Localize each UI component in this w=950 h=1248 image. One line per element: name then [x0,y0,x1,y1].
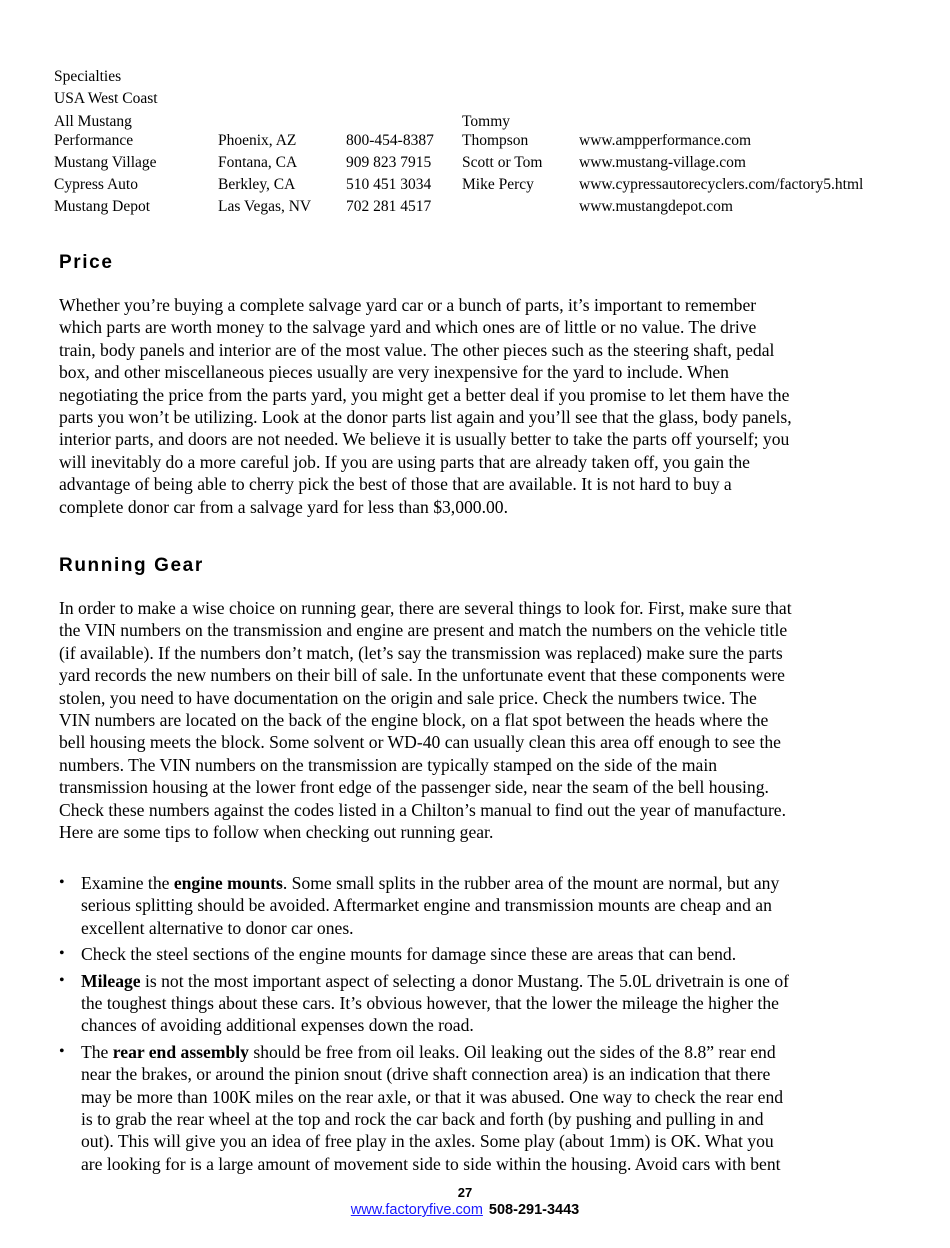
list-item [59,943,889,965]
supplier-row [54,152,746,174]
list-item [59,970,889,1037]
text-line: negotiating the price from the parts yard, you might get a better deal if you promise to let them have the [59,384,790,405]
text-line: box, and other miscellaneous pieces usually are very inexpensive for the yard to include. When [59,362,729,383]
text-line: stolen, you need to have documentation on the origin and sale price. Check the numbers twice. The [59,687,757,708]
supplier-name-line2: Performance [54,132,134,149]
supplier-location: Fontana, CA [218,154,298,171]
supplier-website: www.mustang-village.com [579,154,746,171]
text-line: will inevitably do a more careful job. If you are using parts that are already taken off, you gain the [59,451,750,472]
text-line: which parts are worth money to the salvage yard and which ones are of little or no value. The drive [59,317,757,338]
text-line: In order to make a wise choice on running gear, there are several things to look for. First, make sure that [59,598,792,618]
text-line: train, body panels and interior are of the most value. The other pieces such as the steering shaft, pedal [59,339,775,360]
text-line: yard records the new numbers on their bill of sale. In the unfortunate event that these components were [59,665,785,686]
supplier-name: Mustang Depot [54,198,151,215]
supplier-table [54,66,864,218]
supplier-location: Berkley, CA [218,176,296,193]
text-line: Whether you’re buying a complete salvage yard car or a bunch of parts, it’s important to remember [59,295,757,315]
supplier-name: Mustang Village [54,154,157,171]
text-line: advantage of being able to cherry pick the best of those that are available. It is not hard to buy a [59,474,732,495]
text-line: Check the steel sections of the engine mounts for damage since these are areas that can bend. [81,944,737,965]
supplier-name-line1: All Mustang [54,113,132,130]
text-line: chances of avoiding additional expenses down the road. [81,1015,474,1036]
supplier-row [54,111,752,152]
text-line: parts you won’t be utilizing. Look at the donor parts list again and you’ll see that the glass, body panels, [59,407,792,428]
text-line: may be more than 100K miles on the rear axle, or that it was abused. One way to check the rear end [81,1086,784,1107]
text-line: are looking for is a large amount of movement side to side within the housing. Avoid cars with bent [81,1153,781,1174]
text-line: out). This will give you an idea of free play in the axles. Some play (about 1mm) is OK. What you [81,1131,774,1152]
text-line: (if available). If the numbers don’t match, (let’s say the transmission was replaced) make sure the parts [59,642,783,663]
supplier-contact-line2: Thompson [462,132,529,149]
text-line: the toughest things about these cars. It’s obvious however, that the lower the mileage the higher the [81,993,779,1014]
bullet-icon: • [59,1042,65,1060]
text-line: Mileage is not the most important aspect of selecting a donor Mustang. The 5.0L drivetrain is one of [81,970,789,991]
text-line: complete donor car from a salvage yard for less than $3,000.00. [59,496,508,517]
running-gear-heading: Running Gear [59,555,204,576]
price-paragraph [59,294,889,518]
list-item [59,1041,889,1175]
supplier-phone: 909 823 7915 [346,154,432,171]
page-footer [0,1202,930,1218]
bullet-icon: • [59,945,65,963]
text-line: Examine the engine mounts. Some small splits in the rubber area of the mount are normal, but any [81,873,780,893]
emphasis: rear end assembly [112,1041,249,1062]
supplier-contact: Scott or Tom [462,154,543,171]
supplier-row [54,174,864,196]
supplier-contact [462,113,529,152]
running-gear-paragraph [59,597,889,843]
supplier-contact-line1: Tommy [462,113,510,130]
text-line: is to grab the rear wheel at the top and rock the car back and forth (by pushing and pulling in and [81,1109,764,1130]
text-line: excellent alternative to donor car ones. [81,917,354,938]
price-heading: Price [59,252,114,273]
supplier-contact: Mike Percy [462,176,534,193]
supplier-website: www.cypressautorecyclers.com/factory5.html [579,176,864,193]
supplier-phone: 702 281 4517 [346,198,432,215]
supplier-location: Phoenix, AZ [218,132,297,149]
supplier-pre-line: Specialties [54,68,122,85]
supplier-location: Las Vegas, NV [218,198,312,215]
page-number: 27 [457,1185,473,1200]
list-item [59,872,889,939]
supplier-row [54,196,733,218]
supplier-website: www.ampperformance.com [579,132,752,149]
text-line: serious splitting should be avoided. Aftermarket engine and transmission mounts are cheap and an [81,895,772,916]
text-line: near the brakes, or around the pinion snout (drive shaft connection area) is an indication that there [81,1064,771,1085]
text-line: numbers. The VIN numbers on the transmission are typically stamped on the side of the main [59,754,718,775]
bullet-icon: • [59,874,65,891]
supplier-phone: 510 451 3034 [346,176,432,193]
supplier-name [54,113,134,152]
supplier-website: www.mustangdepot.com [579,198,733,215]
text-line: Check these numbers against the codes listed in a Chilton’s manual to find out the year of manufacture. [59,799,787,820]
website-link[interactable]: www.factoryfive.com [350,1202,483,1218]
emphasis: engine mounts [173,873,283,893]
footer-phone: 508-291-3443 [488,1202,580,1218]
emphasis: Mileage [81,970,141,991]
text-line: The rear end assembly should be free from oil leaks. Oil leaking out the sides of the 8.8” rear end [81,1041,776,1062]
running-gear-tips-list [59,872,889,1179]
text-line: bell housing meets the block. Some solvent or WD-40 can usually clean this area off enough to see the [59,732,781,753]
supplier-pre-line: USA West Coast [54,90,158,107]
text-line: Here are some tips to follow when checking out running gear. [59,822,494,843]
supplier-phone: 800-454-8387 [346,132,434,149]
text-line: interior parts, and doors are not needed. We believe it is usually better to take the parts off yourself; you [59,429,790,450]
text-line: VIN numbers are located on the back of the engine block, on a flat spot between the heads where the [59,710,769,731]
text-line: the VIN numbers on the transmission and engine are present and match the numbers on the vehicle title [59,620,788,641]
text-line: transmission housing at the lower front edge of the passenger side, near the seam of the bell housing. [59,777,769,798]
supplier-name: Cypress Auto [54,176,138,193]
bullet-icon: • [59,971,65,989]
